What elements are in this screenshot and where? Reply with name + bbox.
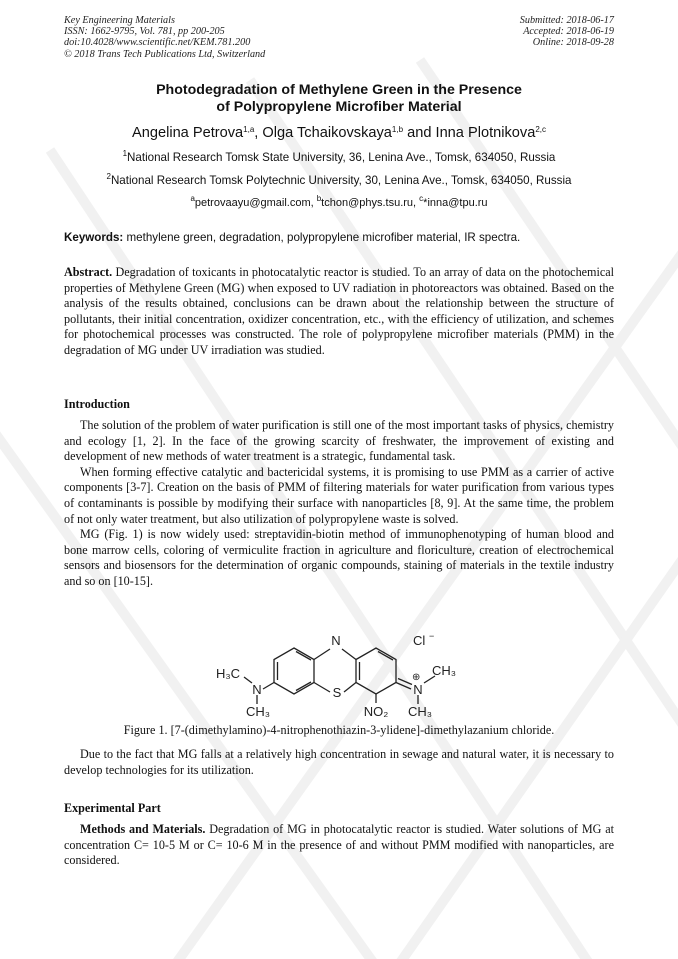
affiliation (64, 174, 614, 188)
methods-text: Degradation of MG in photocatalytic reactor is studied. Water solutions of MG at concentration C= 10-5 M or C= 10-6 M in the presence of and without PMM modified with nanoparticles, are considered. (64, 822, 615, 868)
section-heading-experimental: Experimental Part (64, 801, 161, 815)
author-name: Angelina Petrova (132, 125, 244, 141)
left-amine-nitrogen-label: N (252, 682, 262, 697)
ring-nitrogen-label: N (331, 633, 341, 648)
keywords-text: methylene green, degradation, polypropylene microfiber material, IR spectra. (123, 231, 521, 244)
paper-title (64, 82, 614, 116)
paragraph: The solution of the problem of water purification is still one of the most important tasks of physics, chemistry and ecology [1, 2]. In the face of the growing scarcity of freshwater, the improvement of existing and development of new methods of water treatment is a strategic, fundamental task. (64, 418, 614, 464)
right-upper-methyl-label: CH₃ (432, 663, 457, 678)
journal-issn: ISSN: 1662-9795, Vol. 781, pp 200-205 (64, 26, 225, 38)
paragraph: When forming effective catalytic and bactericidal systems, it is promising to use PMM as a carrier of active components [3-7]. Creation on the basis of PMM of filtering materials for water purification from various types of contaminants is possible by modifying their surface with nanoparticles [8, 9]. At the same time, the problem of not only water treatment, but also utilization of polypropylene waste is solved. (64, 464, 614, 526)
abstract-label: Abstract. (64, 265, 113, 279)
journal-doi: doi:10.4028/www.scientific.net/KEM.781.200 (64, 37, 251, 49)
chemical-structure-figure (210, 631, 472, 719)
journal-copyright: © 2018 Trans Tech Publications Ltd, Switzerland (64, 48, 266, 60)
affiliation-mark: 2 (106, 172, 111, 181)
author-name: Olga Tchaikovskaya (262, 125, 392, 141)
affiliation (64, 151, 614, 165)
email-address[interactable]: *inna@tpu.ru (423, 197, 488, 209)
email-address[interactable]: petrovaayu@gmail.com, (194, 197, 317, 209)
section-heading-introduction: Introduction (64, 397, 130, 411)
author-name: Inna Plotnikova (435, 125, 536, 141)
title-line: Photodegradation of Methylene Green in the Presence (156, 82, 522, 98)
author-separator: and (403, 125, 436, 141)
author-list (64, 124, 614, 142)
methods-label: Methods and Materials. (80, 822, 206, 836)
abstract-text: Degradation of toxicants in photocatalytic reactor is studied. To an array of data on the photochemical properties of Methylene Green (MG) when exposed to UV radiation in photoreactors was obtained. Based on the analysis of the results obtained, conclusions can be drawn about the relationship between the structure of pollutants, their initial concentration, oxidizer concentration, etc., with the efficiency of utilization, and schemes for photochemical processes was constructed. The role of polypropylene microfiber materials (PMM) in the degradation of MG under UV irradiation was studied. (64, 265, 614, 357)
email-mark: b (316, 194, 322, 203)
ring-sulfur-label: S (332, 685, 342, 700)
author-affiliation-mark: 1,b (391, 125, 404, 134)
post-figure-paragraph (64, 747, 614, 778)
submitted-date: Submitted: 2018-06-17 (519, 15, 614, 26)
paragraph: MG (Fig. 1) is now widely used: streptavidin-biotin method of immunophenotyping of human blood and bone marrow cells, coloring of vermiculite fraction in agriculture and floriculture, creation of electrochemical sensors and biosensors for the determination of organic compounds, staining of materials in the textile industry and so on [10-15]. (64, 527, 614, 588)
email-list (64, 196, 614, 210)
keywords (64, 231, 614, 245)
affiliation-text: National Research Tomsk State University, 36, Lenina Ave., Tomsk, 634050, Russia (127, 151, 556, 164)
affiliation-mark: 1 (122, 149, 128, 158)
online-date: Online: 2018-09-28 (532, 37, 614, 49)
email-mark: c (419, 194, 424, 203)
left-methyl-label: H₃C (216, 666, 241, 681)
chloride-label: Cl (413, 633, 426, 648)
chloride-charge: − (429, 631, 435, 641)
author-affiliation-mark: 2,c (535, 125, 546, 134)
affiliation-text: National Research Tomsk Polytechnic University, 30, Lenina Ave., Tomsk, 634050, Russia (110, 174, 572, 187)
right-lower-methyl-label: CH₃ (408, 704, 433, 719)
accepted-date: Accepted: 2018-06-19 (523, 26, 614, 38)
positive-charge-mark: ⊕ (412, 672, 421, 683)
author-affiliation-mark: 1,a (243, 125, 255, 134)
left-lower-methyl-label: CH₃ (246, 704, 271, 719)
journal-info (64, 15, 265, 60)
paragraph: Due to the fact that MG falls at a relatively high concentration in sewage and natural water, it is necessary to develop technologies for its utilization. (64, 747, 614, 777)
right-iminium-nitrogen-label: N (413, 682, 423, 697)
author-separator: , (254, 125, 263, 141)
introduction-body (64, 418, 614, 590)
submission-dates (520, 15, 614, 49)
abstract (64, 265, 614, 359)
nitro-group-label: NO₂ (363, 704, 389, 719)
email-address[interactable]: tchon@phys.tsu.ru, (321, 197, 420, 209)
methods-paragraph (64, 822, 614, 869)
figure-caption: Figure 1. [7-(dimethylamino)-4-nitrophenothiazin-3-ylidene]-dimethylazanium chloride. (123, 723, 555, 737)
email-mark: a (190, 194, 195, 203)
journal-name: Key Engineering Materials (64, 15, 175, 26)
keywords-label: Keywords: (64, 231, 124, 244)
title-line: of Polypropylene Microfiber Material (216, 99, 462, 115)
